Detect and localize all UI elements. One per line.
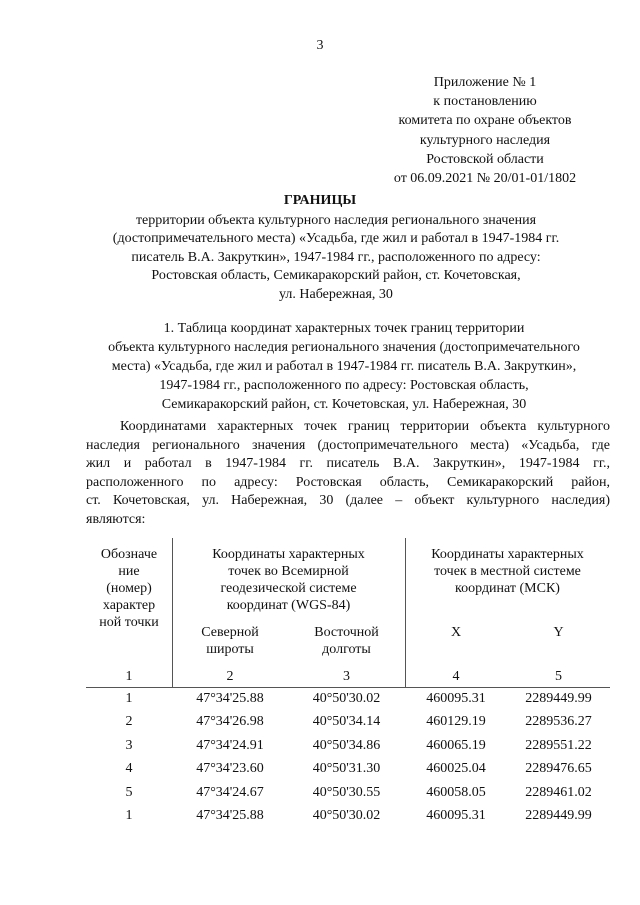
table-cell: 2289476.65 [525, 761, 592, 777]
appendix-line: от 06.09.2021 № 20/01-01/1802 [393, 171, 577, 187]
caption-line: 1. Таблица координат характерных точек границ территории [163, 321, 525, 336]
table-cell: 460095.31 [426, 691, 486, 706]
subheader-east-longitude: Восточной долготы [314, 625, 379, 657]
table-cell: 2289551.22 [525, 737, 592, 753]
territory-line: (достопримечательного места) «Усадьба, где жил и работал в 1947-1984 гг. [112, 231, 560, 247]
caption-line: места) «Усадьба, где жил и работал в 1947-1984 гг. писатель В.А. Закруткин», [111, 359, 577, 374]
page-number: 3 [316, 38, 324, 53]
appendix-line: Приложение № 1 [433, 75, 537, 90]
header-msk: Координаты характерных точек в местной системе координат (МСК) [431, 547, 584, 596]
appendix-line: комитета по охране объектов [398, 113, 572, 129]
subheader-y: Y [553, 625, 564, 640]
territory-line: писатель В.А. Закруткин», 1947-1984 гг., расположенного по адресу: [131, 249, 541, 265]
column-number: 3 [343, 669, 350, 684]
table-cell: 2 [125, 714, 133, 730]
intro-line: жил и работал в 1947-1984 гг. писатель В.А. Закруткин», 1947-1984 гг., [86, 456, 610, 471]
document-title: ГРАНИЦЫ [283, 193, 357, 208]
intro-line: наследия регионального значения (достопримечательного места) «Усадьба, где [86, 437, 610, 453]
table-cell: 47°34'24.67 [196, 784, 264, 800]
appendix-line: к постановлению [433, 94, 537, 110]
table-cell: 460025.04 [426, 761, 486, 777]
appendix-block [360, 73, 610, 188]
caption-line: 1947-1984 гг., расположенного по адресу: Ростовская область, [159, 378, 529, 393]
caption-line: Семикаракорский район, ст. Кочетовская, ул. Набережная, 30 [161, 397, 527, 412]
header-wgs84: Координаты характерных точек во Всемирной геодезической системе координат (WGS-84) [212, 547, 365, 613]
intro-line: Координатами характерных точек границ территории объекта культурного [120, 419, 610, 434]
territory-line: Ростовская область, Семикаракорский район, ст. Кочетовская, [151, 268, 521, 284]
table-cell: 460129.19 [426, 714, 486, 730]
table-cell: 47°34'24.91 [196, 737, 264, 753]
table-cell: 47°34'26.98 [196, 714, 264, 730]
column-number: 4 [452, 669, 460, 684]
table-cell: 3 [125, 737, 133, 753]
table-cell: 40°50'31.30 [312, 761, 381, 777]
intro-line: являются: [86, 511, 146, 527]
column-number: 2 [226, 669, 234, 684]
subheader-north-latitude: Северной широты [201, 625, 259, 657]
table-cell: 460095.31 [426, 808, 486, 823]
caption-line: объекта культурного наследия регионального значения (достопримечательного [108, 340, 580, 355]
table-cell: 2289461.02 [525, 784, 592, 800]
subheader-x: X [450, 625, 462, 640]
table-cell: 1 [125, 808, 133, 823]
column-number: 5 [555, 669, 562, 684]
table-cell: 40°50'30.55 [312, 784, 381, 800]
table-caption [84, 319, 604, 414]
table-cell: 460065.19 [426, 737, 486, 753]
table-cell: 47°34'25.88 [196, 691, 264, 706]
table-cell: 2289449.99 [525, 691, 592, 706]
table-cell: 1 [125, 691, 133, 706]
appendix-line: Ростовской области [426, 151, 544, 167]
header-point-designation: Обозначе ние (номер) характер ной точки [99, 547, 159, 630]
intro-line: ст. Кочетовская, ул. Набережная, 30 (далее – объект культурного наследия) [86, 493, 610, 508]
table-cell: 5 [125, 784, 133, 800]
appendix-line: культурного наследия [419, 132, 551, 148]
table-cell: 40°50'34.14 [312, 714, 381, 730]
coordinates-table [86, 538, 610, 838]
column-number: 1 [125, 669, 133, 684]
table-cell: 40°50'30.02 [312, 808, 381, 823]
territory-description [92, 212, 580, 304]
header-separator [86, 687, 610, 688]
territory-line: ул. Набережная, 30 [279, 286, 393, 302]
table-cell: 2289536.27 [525, 714, 592, 730]
table-cell: 40°50'30.02 [312, 691, 381, 706]
table-cell: 47°34'23.60 [196, 761, 264, 777]
table-cell: 460058.05 [426, 784, 486, 800]
table-cell: 2289449.99 [525, 808, 592, 823]
table-cell: 4 [125, 761, 133, 777]
table-cell: 47°34'25.88 [196, 808, 264, 823]
intro-line: расположенного по адресу: Ростовская область, Семикаракорский район, [86, 474, 610, 490]
intro-paragraph [86, 418, 610, 529]
table-cell: 40°50'34.86 [312, 737, 381, 753]
territory-line: территории объекта культурного наследия регионального значения [135, 213, 537, 228]
